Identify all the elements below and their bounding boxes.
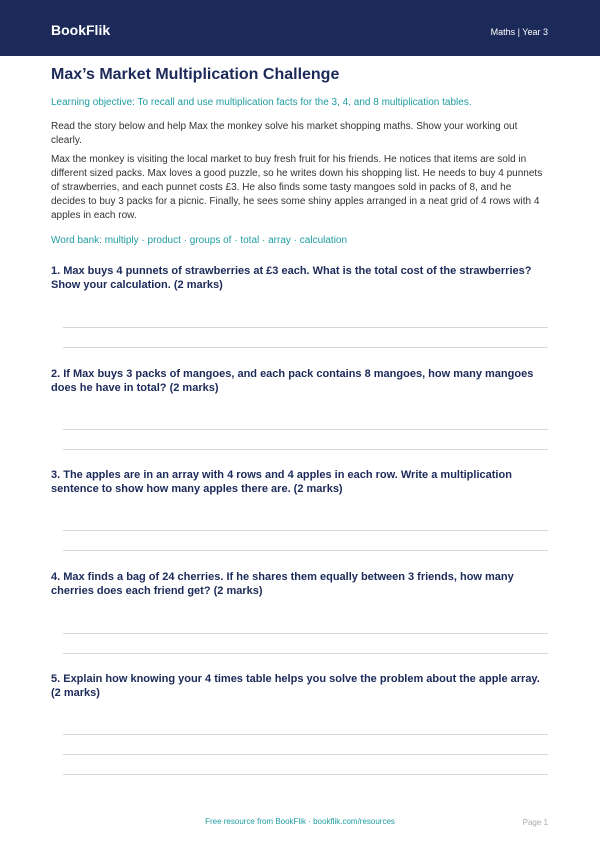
answer-line — [63, 347, 548, 348]
answer-line — [63, 327, 548, 328]
story-paragraph: Max the monkey is visiting the local market to buy fresh fruit for his friends. He notices that items are sold in different sized packs. Max loves a good puzzle, so he writes down his shopping list. He needs to buy 4 punnets of strawberries, and each punnet costs £3. He also finds some tasty mangoes sold in packs of 8, and he decides to buy 3 packs for a picnic. Finally, he sees some shiny apples arranged in a neat grid of 4 rows with 4 apples in each row. — [51, 154, 543, 221]
answer-line — [63, 774, 548, 775]
question-1: 1. Max buys 4 punnets of strawberries at £3 each. What is the total cost of the strawberries? Show your calculation. (2 marks) — [51, 265, 532, 291]
page-title: Max’s Market Multiplication Challenge — [51, 66, 340, 83]
intro-paragraph: Read the story below and help Max the monkey solve his market shopping maths. Show your working out clearly. — [51, 121, 518, 146]
question-2: 2. If Max buys 3 packs of mangoes, and each pack contains 8 mangoes, how many mangoes does he have in total? (2 marks) — [51, 368, 534, 394]
learning-objective: Learning objective: To recall and use multiplication facts for the 3, 4, and 8 multiplication tables. — [51, 97, 472, 108]
question-3: 3. The apples are in an array with 4 rows and 4 apples in each row. Write a multiplication sentence to show how many apples there are. (2 marks) — [51, 469, 512, 495]
answer-line — [63, 633, 548, 634]
question-4: 4. Max finds a bag of 24 cherries. If he shares them equally between 3 friends, how many cherries does each friend get? (2 marks) — [51, 571, 514, 597]
footer-credit: Free resource from BookFlik · bookflik.com/resources — [205, 817, 395, 826]
top-banner — [0, 0, 600, 56]
answer-line — [63, 429, 548, 430]
answer-line — [63, 734, 548, 735]
subject-year-label: Maths | Year 3 — [490, 27, 548, 37]
answer-line — [63, 530, 548, 531]
answer-line — [63, 653, 548, 654]
answer-line — [63, 754, 548, 755]
answer-line — [63, 449, 548, 450]
answer-line — [63, 550, 548, 551]
page-number: Page 1 — [522, 818, 548, 827]
brand-logo-text: BookFlik — [51, 22, 111, 38]
word-bank: Word bank: multiply · product · groups of · total · array · calculation — [51, 235, 348, 246]
question-5: 5. Explain how knowing your 4 times table helps you solve the problem about the apple array. (2 marks) — [51, 673, 540, 699]
